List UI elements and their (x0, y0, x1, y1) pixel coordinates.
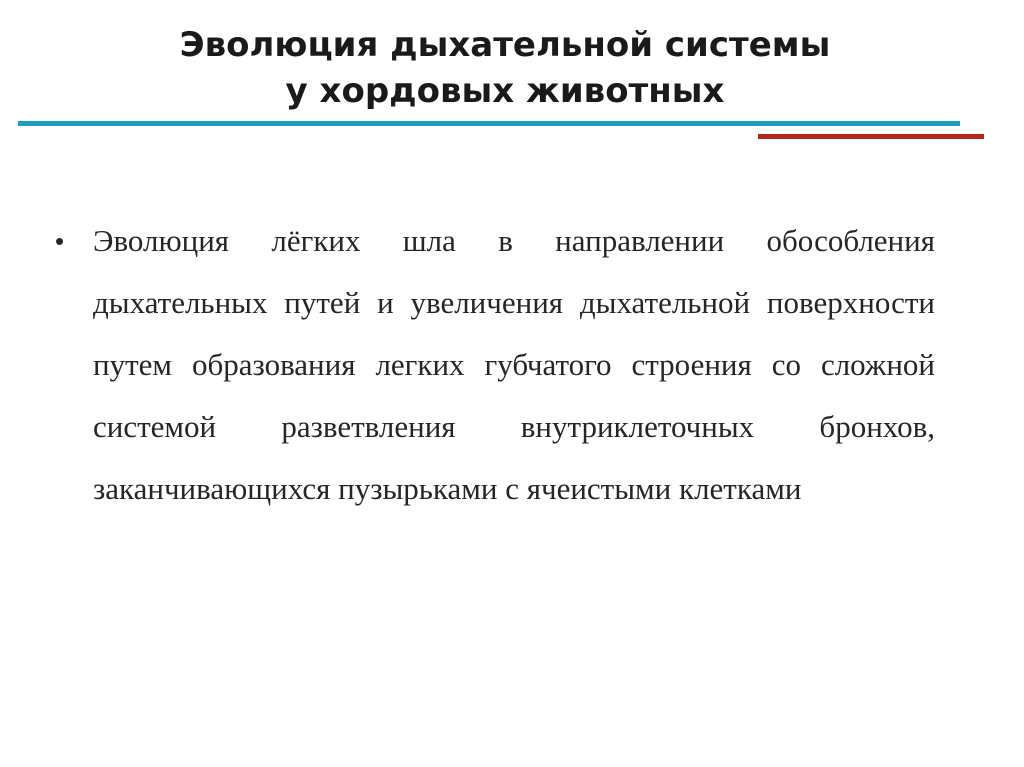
slide-title-line-2: у хордовых животных (285, 71, 725, 111)
slide-title (70, 22, 940, 114)
title-underline-blue (18, 121, 960, 126)
slide-title-line-1: Эволюция дыхательной системы (179, 25, 831, 65)
bullet-text: Эволюция лёгких шла в направлении обособления дыхательных путей и увеличения дыхательной поверхности путем образования легких губчатого строения со сложной системой разветвления внутриклеточных бронхов, заканчивающихся пузырьками с ячеистыми клетками (93, 223, 935, 506)
slide-body (55, 210, 935, 520)
title-underline-red (758, 134, 984, 139)
bullet-marker: • (55, 226, 65, 256)
bullet-item (55, 210, 935, 520)
